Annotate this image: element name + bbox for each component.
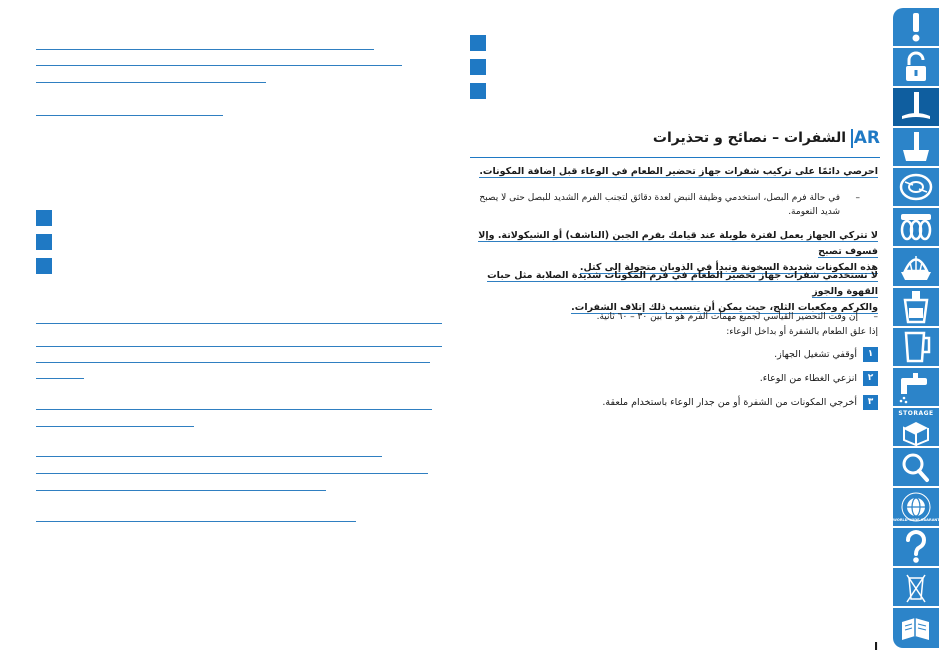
step-1 [470,346,878,364]
tab-faq[interactable] [893,528,939,566]
tap-icon [893,368,939,406]
tab-storage[interactable] [893,408,939,446]
section-header [470,125,880,151]
step-text: أوقفي تشغيل الجهاز. [774,349,857,360]
placeholder-line [36,82,266,83]
cheese-warning-line-1: لا تتركي الجهاز يعمل لفترة طويلة عند قيامك بفرم الجبن (الناشف) أو الشيكولاتة. وإلا فسوف تصبح [478,230,878,257]
step-3 [470,394,878,412]
tab-juicer[interactable] [893,288,939,326]
bullet-square [470,35,486,51]
blender-jar-icon [893,328,939,366]
placeholder-line [36,65,402,66]
tab-dough-blade[interactable] [893,128,939,166]
citrus-press-icon [893,248,939,286]
tab-guarantee[interactable] [893,488,945,526]
dash-bullet: – [873,312,878,322]
placeholder-line [36,521,356,522]
placeholder-line [36,49,374,50]
onion-note [470,191,860,219]
tab-manual[interactable] [893,608,939,648]
intro-warning-text: احرصي دائمًا على تركيب شفرات جهاز تحضير الطعام في الوعاء قبل إضافة المكونات. [479,166,878,177]
blade-icon [893,88,939,126]
tab-whisk[interactable] [893,208,939,246]
placeholder-line [36,473,428,474]
placeholder-line [36,409,432,410]
placeholder-line [36,426,194,427]
placeholder-line [36,323,442,324]
guarantee-label: WORLD-WIDE GUARANTEE [893,518,945,522]
tab-cleaning[interactable] [893,368,939,406]
tab-unlock[interactable] [893,48,939,86]
placeholder-line [36,378,84,379]
disc-icon [893,168,939,206]
exclamation-icon [893,8,939,46]
onion-note-text: في حالة فرم البصل، استخدمي وظيفة النبض لعدة دقائق لتجنب الفرم الشديد للبصل حتى لا يصبح شديد النعومة. [479,193,840,217]
hard-ingredients-warning [470,268,878,316]
placeholder-line [36,115,223,116]
step-text: أخرجي المكونات من الشفرة أو من جدار الوعاء باستخدام ملعقة. [602,397,857,408]
juicer-icon [893,288,939,326]
dash-bullet: – [855,193,860,203]
header-divider [851,129,853,148]
step-text: انزعي الغطاء من الوعاء. [759,373,857,384]
step-2 [470,370,878,388]
page-title: الشفرات – نصائح و تحذيرات [652,130,846,146]
placeholder-line [36,490,326,491]
tab-warnings[interactable] [893,8,939,46]
placeholder-line [36,456,382,457]
magnifier-icon [893,448,939,486]
hard-warning-line-2: والكركم ومكعبات الثلج، حيث يمكن أن يتسبب ذلك إتلاف الشفرات. [571,302,878,313]
standard-time-text: إن وقت التحضير القياسي لجميع مهمات الفرم هو ما بين ٣٠ – ٦٠ ثانية. [596,312,858,322]
question-icon [893,528,939,566]
tab-environment[interactable] [893,568,939,606]
cheese-warning-line-2: هذه المكونات شديدة السخونة وتبدأ في الذوبان متحولة إلى كتل. [579,262,878,273]
bullet-square [36,210,52,226]
unlock-icon [893,48,939,86]
tab-troubleshooting[interactable] [893,448,939,486]
bullet-square [36,258,52,274]
bullet-square [470,83,486,99]
standard-time-note [470,310,878,324]
placeholder-line [36,346,442,347]
dough-blade-icon [893,128,939,166]
step-number: ٣ [863,395,878,410]
tab-blade[interactable] [893,88,939,126]
intro-warning [470,164,878,180]
hard-warning-line-1: لا تستخدمي شفرات جهاز تحضير الطعام في فرم المكونات شديدة الصلابة مثل حبات القهوة والجوز [487,270,878,297]
tab-disc[interactable] [893,168,939,206]
tab-blender-jar[interactable] [893,328,939,366]
storage-label: STORAGE [898,410,934,417]
stuck-note-text: إذا علق الطعام بالشفرة أو بداخل الوعاء: [726,327,878,337]
bullet-square [36,234,52,250]
page-marker: I [874,640,879,653]
lang-code: AR [853,128,880,148]
tab-citrus-press[interactable] [893,248,939,286]
header-rule [470,157,880,158]
step-number: ٢ [863,371,878,386]
crossed-bin-icon [893,568,939,606]
manual-book-icon [893,608,939,648]
step-number: ١ [863,347,878,362]
whisk-icon [893,208,939,246]
stuck-note [470,325,878,339]
placeholder-line [36,362,430,363]
bullet-square [470,59,486,75]
